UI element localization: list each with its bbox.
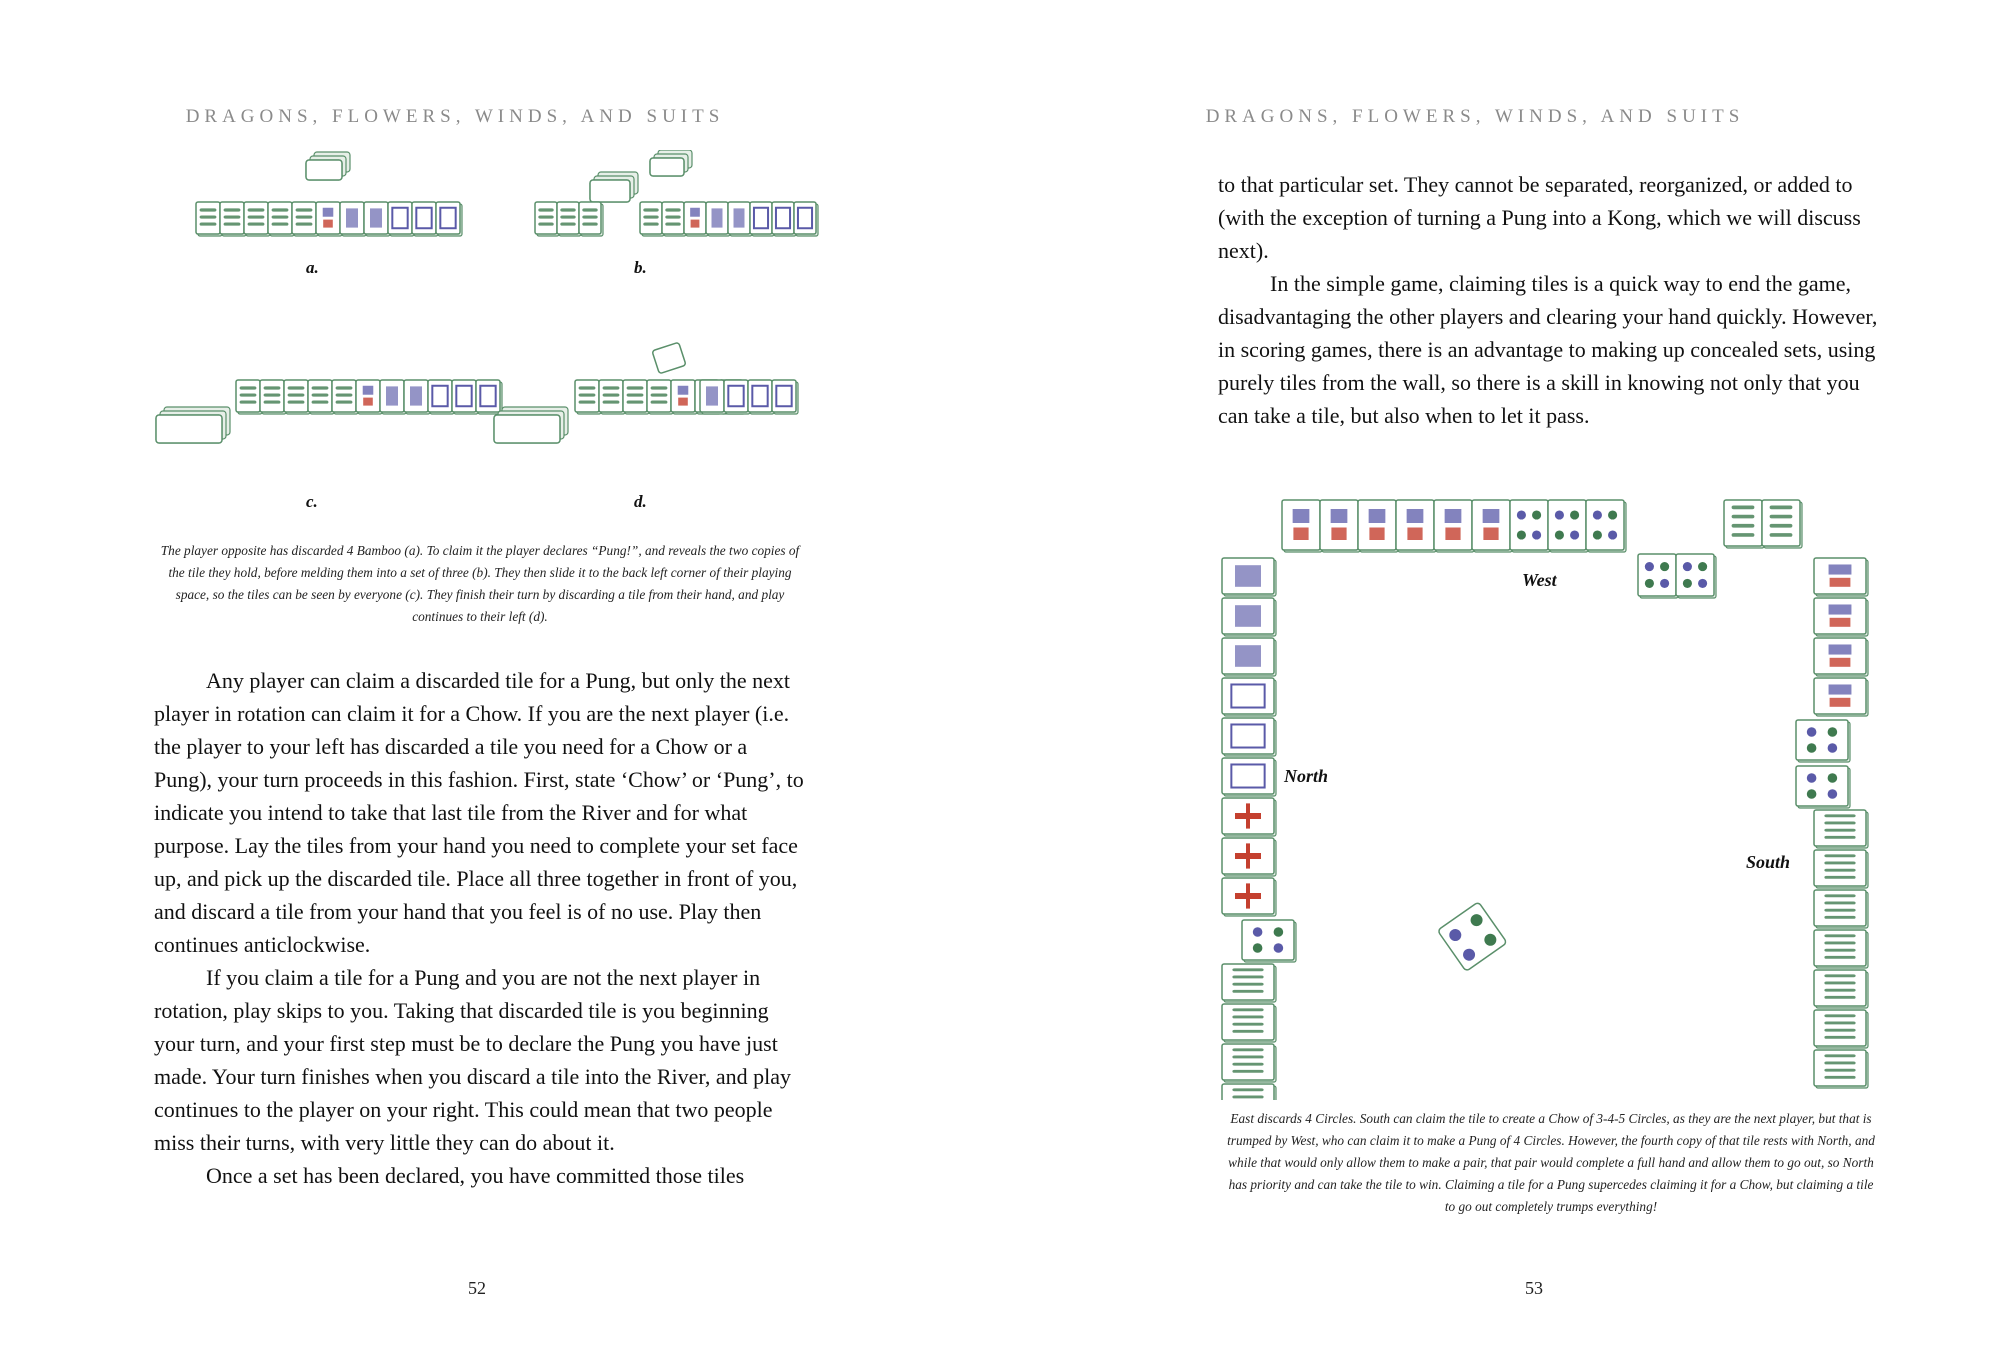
north-tile: [1222, 758, 1276, 796]
hand-tile: [244, 202, 270, 236]
north-tile: [1242, 920, 1296, 962]
hand-tile: [260, 380, 286, 414]
hand-tile: [268, 202, 294, 236]
page-number: 52: [468, 1278, 486, 1298]
hand-tile: [599, 380, 625, 414]
south-tile: [1814, 970, 1868, 1008]
south-tile: [1814, 850, 1868, 888]
hand-tile: [575, 380, 601, 414]
paragraph: Any player can claim a discarded tile for a Pung, but only the next player in rotation can claim it for a Chow. If you are the next player (i.e. the player to your left has discarded a tile you need for a Chow or a Pung), your turn proceeds in this fashion. First, state ‘Chow’ or ‘Pung’, to indicate you intend to take that last tile from the River and for what purpose. Lay the tiles from your hand you need to complete your set face up, and pick up the discarded tile. Place all three together in front of you, and discard a tile from your hand that you feel is of no use. Play then continues anticlockwise.: [154, 668, 804, 957]
body-text: [1218, 168, 1878, 432]
south-tile: [1814, 598, 1868, 636]
north-tile: [1222, 678, 1276, 716]
hand-tile: [662, 202, 686, 236]
west-tile: [1472, 500, 1512, 552]
north-tile: [1222, 718, 1276, 756]
hand-tile: [356, 380, 382, 414]
meld-tile: [579, 202, 603, 236]
meld-tile: [557, 202, 581, 236]
hand-tile: [236, 380, 262, 414]
west-tile: [1676, 554, 1716, 598]
north-tile: [1222, 964, 1276, 1002]
figure-label-a: a.: [306, 258, 319, 277]
south-tile: [1796, 766, 1850, 808]
north-label: North: [1284, 766, 1329, 786]
north-tile: [1222, 1044, 1276, 1082]
page-number: 53: [1525, 1278, 1543, 1298]
hand-tile: [452, 380, 478, 414]
hand-tile: [412, 202, 438, 236]
north-tile: [1222, 878, 1276, 916]
paragraph: to that particular set. They cannot be separated, reorganized, or added to (with the exception of turning a Pung into a Kong, which we will discuss next).: [1218, 172, 1861, 263]
south-label: South: [1746, 852, 1791, 872]
north-tile: [1222, 558, 1276, 596]
west-tile: [1320, 500, 1360, 552]
hand-tile: [388, 202, 414, 236]
west-tile: [1548, 500, 1588, 552]
running-header: DRAGONS, FLOWERS, WINDS, AND SUITS: [1205, 106, 1745, 127]
pung-claim-illustration: [0, 150, 1000, 570]
figure-caption: East discards 4 Circles. South can claim the tile to create a Chow of 3-4-5 Circles, as they are the next player, but that is trumped by West, who can claim it to make a Pung of 4 Circles. However, the fourth copy of that tile rests with North, and while that would only allow them to make a pair, that pair would complete a full hand and allow them to go out, so North has priority and can take the tile to win. Claiming a tile for a Pung supercedes claiming it for a Chow, but claiming a tile to go out completely trumps everything!: [1227, 1111, 1875, 1214]
hand-tile: [724, 380, 750, 414]
hand-tile: [476, 380, 502, 414]
hand-tile: [292, 202, 318, 236]
south-tile: [1796, 720, 1850, 762]
hand-tile: [640, 202, 664, 236]
hand-tile: [671, 380, 697, 414]
west-tile: [1510, 500, 1550, 552]
south-tile: [1814, 890, 1868, 928]
figure-caption: The player opposite has discarded 4 Bamboo (a). To claim it the player declares “Pung!”, and reveals the two copies of the tile they hold, before melding them into a set of three (b). They then slide it to the back left corner of their playing space, so the tiles can be seen by everyone (c). They finish their turn by discarding a tile from their hand, and play continues to their left (d).: [160, 543, 800, 624]
meld-tile: [535, 202, 559, 236]
hand-tile: [380, 380, 406, 414]
discarded-tile: [650, 150, 692, 176]
hand-tile: [706, 202, 730, 236]
west-tile: [1586, 500, 1626, 552]
south-tile: [1814, 930, 1868, 968]
hand-tile: [316, 202, 342, 236]
hand-tile: [772, 202, 796, 236]
hand-tile: [750, 202, 774, 236]
paragraph: Once a set has been declared, you have committed those tiles: [206, 1163, 745, 1188]
hand-tile: [220, 202, 246, 236]
hand-tile: [436, 202, 462, 236]
west-tile: [1396, 500, 1436, 552]
right-page: [1000, 0, 2000, 1353]
hand-tile: [684, 202, 708, 236]
west-tile: [1638, 554, 1678, 598]
figure-label-b: b.: [634, 258, 647, 277]
hand-tile: [647, 380, 673, 414]
west-tile: [1724, 500, 1764, 548]
hand-tile: [404, 380, 430, 414]
paragraph: If you claim a tile for a Pung and you are not the next player in rotation, play skips to you. Taking that discarded tile is you beginning your turn, and your first step must be to declare the Pung you have just made. Your turn finishes when you discard a tile into the River, and play continues to the player on your right. This could mean that two people miss their turns, with very little they can do about it.: [154, 965, 792, 1155]
pung-meld: [156, 407, 230, 443]
hand-tile: [623, 380, 649, 414]
hand-tile: [332, 380, 358, 414]
hand-tile: [700, 380, 726, 414]
south-tile: [1814, 1010, 1868, 1048]
pung-meld: [494, 407, 568, 443]
discarded-tile: [306, 152, 350, 180]
west-tile: [1358, 500, 1398, 552]
south-tile: [1814, 678, 1868, 716]
discarded-tile: [652, 342, 686, 373]
hand-tile: [728, 202, 752, 236]
north-tile: [1222, 838, 1276, 876]
hand-tile: [364, 202, 390, 236]
hand-tile: [428, 380, 454, 414]
hand-tile: [794, 202, 818, 236]
hand-tile: [196, 202, 222, 236]
west-tile: [1762, 500, 1802, 548]
west-label: West: [1522, 570, 1557, 590]
table-layout-illustration: [1000, 490, 2000, 1100]
north-tile: [1222, 638, 1276, 676]
body-text: [154, 664, 808, 1192]
hand-tile: [308, 380, 334, 414]
hand-tile: [340, 202, 366, 236]
hand-tile: [772, 380, 798, 414]
south-tile: [1814, 638, 1868, 676]
north-tile: [1222, 1084, 1276, 1100]
figure-label-d: d.: [634, 492, 647, 511]
west-tile: [1434, 500, 1474, 552]
south-tile: [1814, 1050, 1868, 1088]
north-tile: [1222, 1004, 1276, 1042]
running-header: DRAGONS, FLOWERS, WINDS, AND SUITS: [185, 106, 725, 127]
west-tile: [1282, 500, 1322, 552]
hand-tile: [284, 380, 310, 414]
north-tile: [1222, 598, 1276, 636]
paragraph: In the simple game, claiming tiles is a quick way to end the game, disadvantaging the other players and clearing your hand quickly. However, in scoring games, there is an advantage to making up concealed sets, using purely tiles from the wall, so there is a skill in knowing not only that you can take a tile, but also when to let it pass.: [1218, 271, 1878, 428]
figure-label-c: c.: [306, 492, 318, 511]
east-discard-tile: [1437, 902, 1507, 972]
hand-tile: [748, 380, 774, 414]
south-tile: [1814, 810, 1868, 848]
south-tile: [1814, 558, 1868, 596]
revealed-pair: [590, 172, 638, 202]
north-tile: [1222, 798, 1276, 836]
